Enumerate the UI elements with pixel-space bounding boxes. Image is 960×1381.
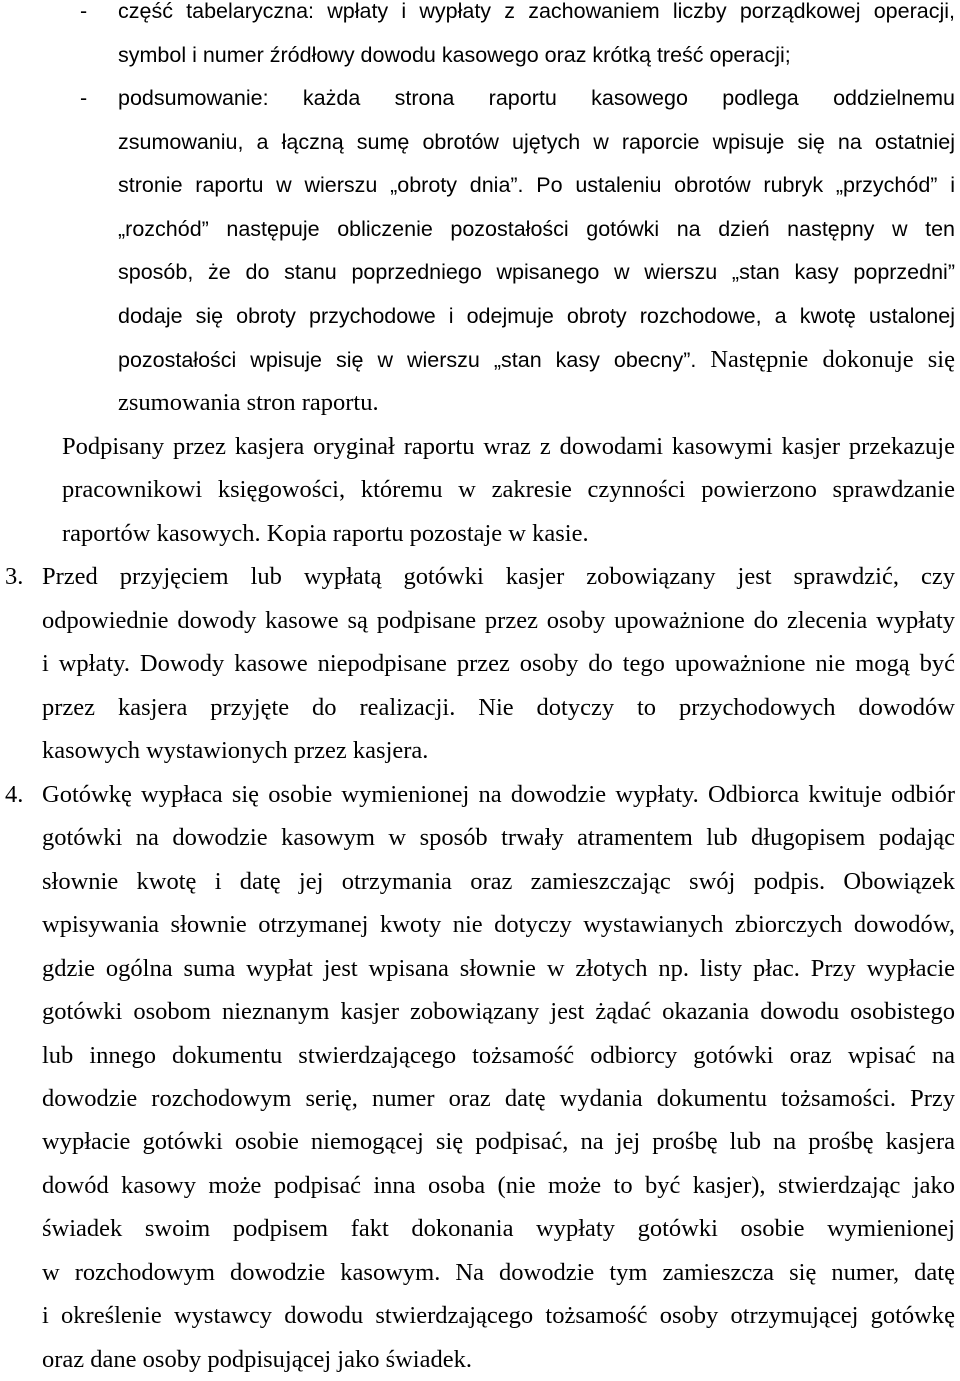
text-line: raportów kasowych. Kopia raportu pozostaje w kasie.: [62, 519, 589, 547]
text-line: gotówki na dowodzie kasowym w sposób trwały atramentem lub długopisem podając: [42, 824, 955, 852]
text-line: i określenie wystawcy dowodu stwierdzającego tożsamość osoby otrzymującej gotówkę: [42, 1302, 955, 1330]
text-line: odpowiednie dowody kasowe są podpisane przez osoby upoważnione do zlecenia wypłaty: [42, 606, 955, 634]
text-line: i wpłaty. Dowody kasowe niepodpisane przez osoby do tego upoważnione nie mogą być: [42, 650, 955, 678]
text-line: podsumowanie: każda strona raportu kasowego podlega oddzielnemu: [118, 86, 955, 111]
bullet-marker: -: [80, 0, 88, 24]
text-line: Podpisany przez kasjera oryginał raportu wraz z dowodami kasowymi kasjer przekazuje: [62, 432, 955, 460]
numbered-item-text: [42, 555, 955, 772]
text-line: przez kasjera przyjęte do realizacji. Nie dotyczy to przychodowych dowodów: [42, 693, 955, 721]
paragraph-signed-report: [0, 425, 960, 555]
item-number: 3.: [5, 563, 24, 591]
text-line: wpisywania słownie otrzymanej kwoty nie dotyczy wystawianych zbiorczych dowodów,: [42, 911, 955, 939]
numbered-item-3: [0, 555, 960, 772]
text-line: stronie raportu w wierszu „obroty dnia”. Po ustaleniu obrotów rubryk „przychód” i: [118, 173, 955, 198]
text-line: Przed przyjęciem lub wypłatą gotówki kasjer zobowiązany jest sprawdzić, czy: [42, 563, 955, 591]
text-line: zsumowaniu, a łączną sumę obrotów ujętych w raporcie wpisuje się na ostatniej: [118, 129, 955, 154]
numbered-item-4: [0, 773, 960, 1373]
text-line: Gotówkę wypłaca się osobie wymienionej na dowodzie wypłaty. Odbiorca kwituje odbiór: [42, 780, 955, 808]
text-line: kasowych wystawionych przez kasjera.: [42, 737, 429, 765]
paragraph-text: [62, 425, 955, 555]
text-line: słownie kwotę i datę jej otrzymania oraz zamieszczając swój podpis. Obowiązek: [42, 867, 955, 895]
text-line: dowodzie rozchodowym serię, numer oraz datę wydania dokumentu tożsamości. Przy: [42, 1084, 955, 1112]
numbered-item-text: [42, 773, 955, 1373]
text-line: symbol i numer źródłowy dowodu kasowego oraz krótką treść operacji;: [118, 42, 791, 67]
text-run: Następnie dokonuje się: [710, 346, 955, 374]
text-line: „rozchód” następuje obliczenie pozostałości gotówki na dzień następny w ten: [118, 216, 955, 241]
item-number: 4.: [5, 780, 24, 808]
text-line: wypłacie gotówki osobie niemogącej się podpisać, na jej prośbę lub na prośbę kasjera: [42, 1128, 955, 1156]
text-line: część tabelaryczna: wpłaty i wypłaty z zachowaniem liczby porządkowej operacji,: [118, 0, 955, 24]
text-line: gotówki osobom nieznanym kasjer zobowiązany jest żądać okazania dowodu osobistego: [42, 998, 955, 1026]
text-line: lub innego dokumentu stwierdzającego tożsamość odbiorcy gotówki oraz wpisać na: [42, 1041, 955, 1069]
bullet-marker: -: [80, 86, 88, 111]
text-line: sposób, że do stanu poprzedniego wpisanego w wierszu „stan kasy poprzedni”: [118, 260, 955, 285]
text-line: zsumowania stron raportu.: [118, 389, 379, 417]
text-run: pozostałości wpisuje się w wierszu „stan kasy obecny”.: [118, 348, 697, 373]
text-line: dodaje się obroty przychodowe i odejmuje obroty rozchodowe, a kwotę ustalonej: [118, 303, 955, 328]
text-line: dowód kasowy może podpisać inna osoba (nie może to być kasjer), stwierdzając jako: [42, 1171, 955, 1199]
list-item-text: [118, 0, 955, 77]
text-line: w rozchodowym dowodzie kasowym. Na dowodzie tym zamieszcza się numer, datę: [42, 1258, 955, 1286]
text-line: oraz dane osoby podpisującej jako świadek.: [42, 1345, 472, 1373]
list-item-summary: [0, 77, 960, 425]
list-item-text: [118, 77, 955, 425]
text-line: [118, 338, 955, 381]
text-line: pracownikowi księgowości, któremu w zakresie czynności powierzono sprawdzanie: [62, 476, 955, 504]
text-line: świadek swoim podpisem fakt dokonania wypłaty gotówki osobie wymienionej: [42, 1215, 955, 1243]
list-item-tabular-part: [0, 0, 960, 77]
text-line: gdzie ogólna suma wypłat jest wpisana słownie w złotych np. listy płac. Przy wypłacie: [42, 954, 955, 982]
